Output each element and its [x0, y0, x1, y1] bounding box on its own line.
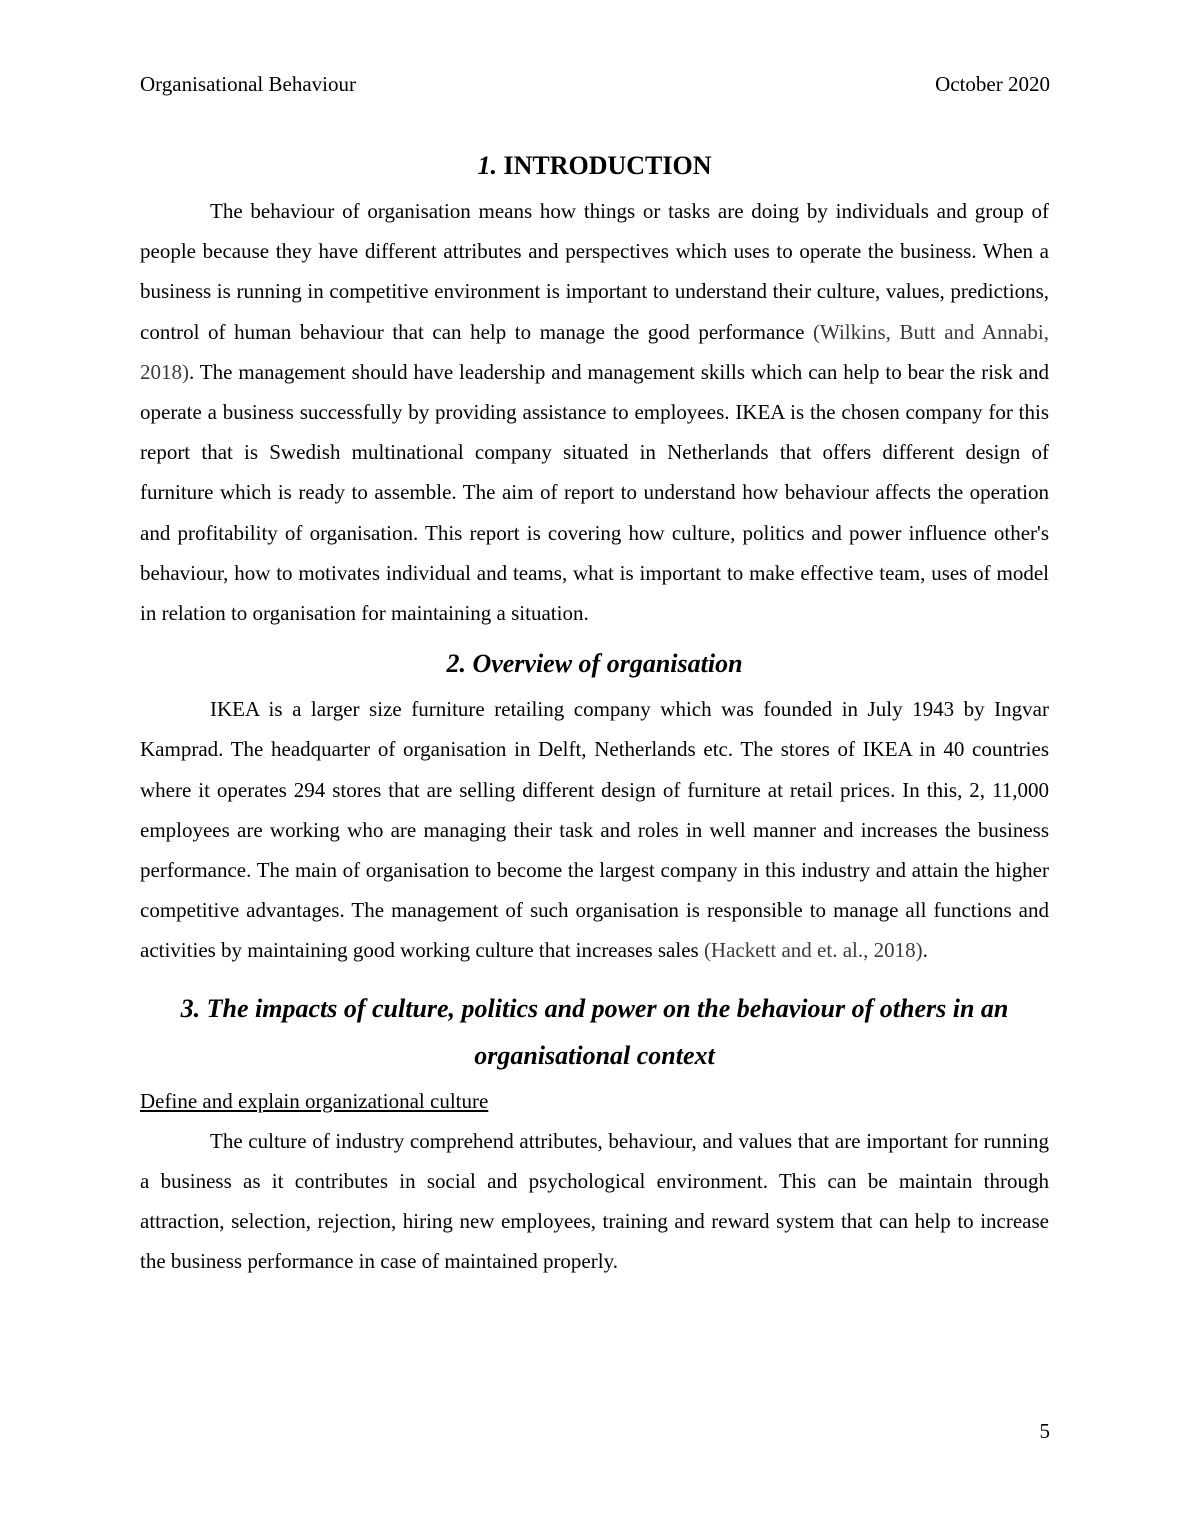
page-content [140, 148, 1049, 1281]
page-number: 5 [1039, 1419, 1050, 1443]
section-1-title: INTRODUCTION [503, 151, 712, 180]
page-header [140, 70, 1050, 98]
section-3-paragraph: The culture of industry comprehend attributes, behaviour, and values that are important for running a business as it contributes in social and psychological environment. This can be maintain through attraction, selection, rejection, hiring new employees, training and reward system that can help to increase the business performance in case of maintained properly. [140, 1128, 1049, 1274]
section-3-subheading: Define and explain organizational culture [140, 1088, 489, 1113]
header-date: October 2020 [935, 72, 1050, 96]
section-3-heading: 3. The impacts of culture, politics and power on the behaviour of others in an organisational context [180, 993, 1009, 1070]
section-1-text-b: . The management should have leadership and management skills which can help to bear the risk and operate a business successfully by providing assistance to employees. IKEA is the chosen company for this report that is Swedish multinational company situated in Netherlands that offers different design of furniture which is ready to assemble. The aim of report to understand how behaviour affects the operation and profitability of organisation. This report is covering how culture, politics and power influence other's behaviour, how to motivates individual and teams, what is important to make effective team, uses of model in relation to organisation for maintaining a situation. [140, 359, 1049, 626]
section-2-text-a: IKEA is a larger size furniture retailing company which was founded in July 1943 by Ingvar Kamprad. The headquarter of organisation in Delft, Netherlands etc. The stores of IKEA in 40 countries where it operates 294 stores that are selling different design of furniture at retail prices. In this, 2, 11,000 employees are working who are managing their task and roles in well manner and increases the business performance. The main of organisation to become the largest company in this industry and attain the higher competitive advantages. The management of such organisation is responsible to manage all functions and activities by maintaining good working culture that increases sales [140, 697, 1049, 963]
section-2-paragraph [140, 689, 1049, 970]
section-2-heading: 2. Overview of organisation [446, 649, 743, 679]
section-2-citation: (Hackett and et. al., 2018) [703, 938, 923, 963]
section-1-heading [140, 148, 1049, 184]
section-1-text-a: The behaviour of organisation means how things or tasks are doing by individuals and group of people because they have different attributes and perspectives which uses to operate the business. When a business is running in competitive environment is important to understand their culture, values, predictions, control of human behaviour that can help to manage the good performance [140, 199, 1049, 344]
section-2-text-b: . [922, 938, 928, 963]
header-title: Organisational Behaviour [140, 72, 356, 96]
section-1-paragraph [140, 191, 1049, 633]
section-1-number: 1. [477, 151, 497, 180]
section-1-citation: (Wilkins, Butt and Annabi, 2018) [140, 319, 1049, 384]
